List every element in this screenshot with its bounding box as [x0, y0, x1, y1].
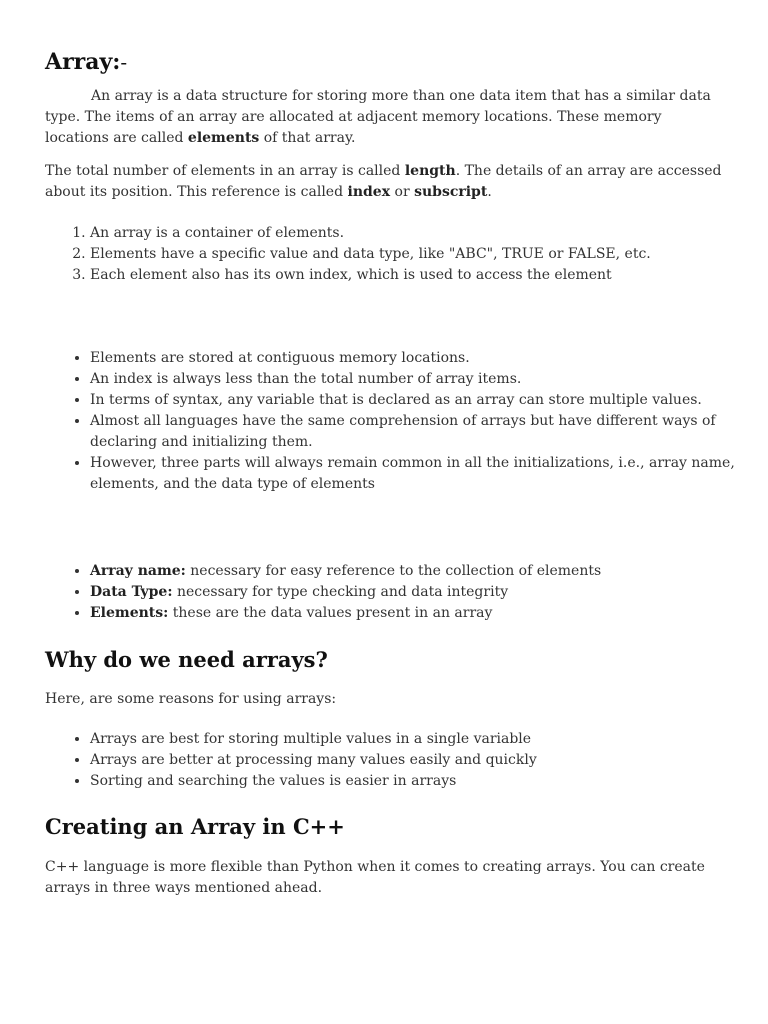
- cpp-paragraph: C++ language is more flexible than Python when it comes to creating arrays. You can create arrays in three ways mentioned ahead.: [45, 859, 705, 896]
- list-item: 1. An array is a container of elements.: [90, 223, 768, 244]
- length-text-1: The total number of elements in an array is called: [45, 163, 405, 179]
- list-item: • Sorting and searching the values is easier in arrays: [90, 771, 768, 792]
- intro-bold-elements: elements: [187, 130, 260, 146]
- list-item: • Almost all languages have the same comprehension of arrays but have different ways of declaring and initializing them.: [90, 411, 768, 453]
- list-item: [90, 561, 768, 582]
- title-main: Array:: [45, 49, 121, 75]
- page-title: [45, 48, 127, 76]
- part-desc: necessary for type checking and data integrity: [172, 584, 509, 600]
- length-bold-subscript: subscript: [414, 184, 488, 200]
- length-text-4: .: [487, 184, 492, 200]
- list-item: • An index is always less than the total number of array items.: [90, 369, 768, 390]
- list-item: • However, three parts will always remain common in all the initializations, i.e., array name, elements, and the data type of elements: [90, 453, 768, 495]
- reasons-list: [45, 729, 768, 792]
- numbered-list: [45, 223, 768, 286]
- list-item: 2. Elements have a specific value and data type, like "ABC", TRUE or FALSE, etc.: [90, 244, 768, 265]
- intro-text-2: of that array.: [259, 130, 356, 146]
- part-term: Elements:: [90, 605, 169, 621]
- intro-text-1: An array is a data structure for storing more than one data item that has a similar data type. The items of an array are allocated at adjacent memory locations. These memory locations are called: [45, 88, 711, 146]
- intro-paragraph: [45, 86, 725, 149]
- length-bold-index: index: [347, 184, 391, 200]
- length-paragraph: [45, 161, 725, 203]
- length-bold-length: length: [404, 163, 456, 179]
- why-intro: Here, are some reasons for using arrays:: [45, 691, 337, 707]
- list-item: [90, 582, 768, 603]
- part-term: Array name:: [90, 563, 186, 579]
- length-text-3: or: [390, 184, 415, 200]
- list-item: [90, 603, 768, 624]
- part-term: Data Type:: [90, 584, 173, 600]
- list-item: • In terms of syntax, any variable that is declared as an array can store multiple values.: [90, 390, 768, 411]
- part-desc: necessary for easy reference to the collection of elements: [185, 563, 602, 579]
- list-item: • Elements are stored at contiguous memory locations.: [90, 348, 768, 369]
- array-facts-list: [45, 348, 768, 495]
- title-suffix: -: [120, 50, 128, 74]
- list-item: • Arrays are best for storing multiple values in a single variable: [90, 729, 768, 750]
- cpp-heading: Creating an Array in C++: [45, 814, 345, 839]
- part-desc: these are the data values present in an array: [168, 605, 493, 621]
- why-heading: Why do we need arrays?: [45, 647, 328, 672]
- array-parts-list: [45, 561, 768, 624]
- list-item: 3. Each element also has its own index, which is used to access the element: [90, 265, 768, 286]
- length-text-2: . The details of an array are accessed about its position. This reference is called: [45, 163, 722, 200]
- list-item: • Arrays are better at processing many values easily and quickly: [90, 750, 768, 771]
